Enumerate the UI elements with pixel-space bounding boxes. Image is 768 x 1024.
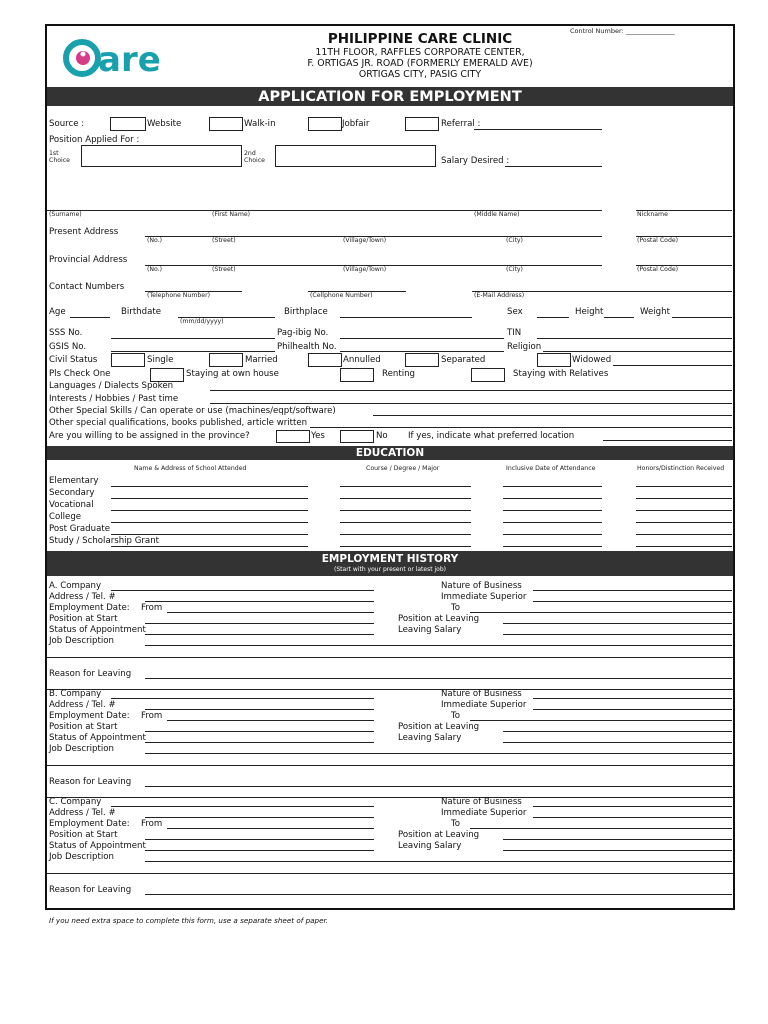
- position-start-line[interactable]: [145, 623, 374, 624]
- employment-subtitle: (Start with your present or latest job): [334, 566, 446, 573]
- position-start-label: Position at Start: [49, 722, 118, 732]
- nature-label: Nature of Business: [441, 581, 522, 591]
- status-label: Status of Appointment: [49, 625, 146, 635]
- referral-line[interactable]: [474, 129, 602, 130]
- email-caption: (E-Mail Address): [474, 292, 525, 299]
- superior-label: Immediate Superior: [441, 592, 527, 602]
- status-line[interactable]: [145, 742, 374, 743]
- edu-line[interactable]: [636, 546, 732, 547]
- civil-single-checkbox[interactable]: [111, 353, 145, 367]
- superior-line[interactable]: [533, 601, 732, 602]
- religion-label: Religion: [507, 342, 542, 352]
- pagibig-label: Pag-ibig No.: [277, 328, 329, 338]
- edu-line[interactable]: [503, 522, 602, 523]
- edu-line[interactable]: [111, 522, 308, 523]
- sss-label: SSS No.: [49, 328, 83, 338]
- section-divider: [47, 797, 733, 798]
- age-label: Age: [49, 307, 66, 317]
- source-website-label: Website: [147, 119, 182, 129]
- footer-note: If you need extra space to complete this form, use a separate sheet of paper.: [49, 916, 329, 925]
- edu-line[interactable]: [636, 522, 732, 523]
- employment-bar: [47, 551, 733, 576]
- provincial-village-caption: (Village/Town): [343, 266, 387, 273]
- position-start-line[interactable]: [145, 731, 374, 732]
- clinic-address-line2: F. ORTIGAS JR. ROAD (FORMERLY EMERALD AVE): [307, 58, 533, 69]
- present-no-caption: (No.): [147, 237, 163, 244]
- skills-label: Other Special Skills / Can operate or use (machines/eqpt/software): [49, 406, 336, 416]
- source-walkin-checkbox[interactable]: [209, 117, 243, 131]
- provincial-address-label: Provincial Address: [49, 255, 128, 265]
- company-line[interactable]: [111, 806, 374, 807]
- position-start-line[interactable]: [145, 839, 374, 840]
- address-tel-label: Address / Tel. #: [49, 592, 116, 602]
- philhealth-label: Philhealth No.: [277, 342, 337, 352]
- company-label: C. Company: [49, 797, 102, 807]
- leaving-salary-line[interactable]: [503, 742, 732, 743]
- province-no-label: No: [376, 431, 388, 441]
- middle-name-caption: (Middle Name): [474, 211, 520, 218]
- reason-line[interactable]: [145, 894, 732, 895]
- leaving-salary-label: Leaving Salary: [398, 841, 462, 851]
- address-tel-line[interactable]: [145, 601, 374, 602]
- edu-line[interactable]: [340, 486, 471, 487]
- languages-line[interactable]: [210, 390, 732, 391]
- form-title: APPLICATION FOR EMPLOYMENT: [258, 89, 522, 105]
- source-label: Source :: [49, 119, 85, 129]
- address-tel-label: Address / Tel. #: [49, 808, 116, 818]
- tin-label: TIN: [507, 328, 522, 338]
- contact-numbers-label: Contact Numbers: [49, 282, 125, 292]
- sex-label: Sex: [507, 307, 523, 317]
- leaving-salary-line[interactable]: [503, 850, 732, 851]
- second-choice-input[interactable]: [275, 145, 436, 167]
- civil-annulled-checkbox[interactable]: [308, 353, 342, 367]
- birthplace-label: Birthplace: [284, 307, 328, 317]
- province-yes-checkbox[interactable]: [276, 430, 310, 443]
- edu-level-elementary: Elementary: [49, 476, 99, 486]
- first-name-caption: (First Name): [212, 211, 251, 218]
- own-house-label: Staying at own house: [186, 369, 279, 379]
- from-label: From: [141, 603, 163, 613]
- birthdate-label: Birthdate: [121, 307, 162, 317]
- svg-text:are: are: [98, 40, 161, 78]
- sss-line[interactable]: [111, 338, 275, 339]
- section-divider: [47, 765, 733, 766]
- section-divider: [47, 689, 733, 690]
- relatives-label: Staying with Relatives: [513, 369, 609, 379]
- edu-line[interactable]: [503, 534, 602, 535]
- present-postal-caption: (Postal Code): [637, 237, 679, 244]
- edu-col-course: Course / Degree / Major: [366, 465, 440, 472]
- birthdate-format: (mm/dd/yyyy): [180, 318, 224, 325]
- gsis-line[interactable]: [111, 351, 275, 352]
- second-choice-label: 2nd Choice: [244, 150, 265, 165]
- sex-line[interactable]: [537, 317, 569, 318]
- employment-date-label: Employment Date:: [49, 711, 130, 721]
- company-line[interactable]: [111, 590, 374, 591]
- education-bar: [47, 446, 733, 460]
- edu-line[interactable]: [636, 498, 732, 499]
- leaving-salary-line[interactable]: [503, 634, 732, 635]
- interests-line[interactable]: [210, 403, 732, 404]
- from-line[interactable]: [167, 828, 374, 829]
- address-tel-label: Address / Tel. #: [49, 700, 116, 710]
- salary-line[interactable]: [505, 166, 602, 167]
- own-house-checkbox[interactable]: [150, 368, 184, 382]
- civil-single-label: Single: [147, 355, 174, 365]
- edu-line[interactable]: [503, 546, 602, 547]
- reason-label: Reason for Leaving: [49, 885, 132, 895]
- edu-level-vocational: Vocational: [49, 500, 94, 510]
- title-bar: [47, 87, 733, 106]
- edu-line[interactable]: [111, 498, 308, 499]
- position-leaving-label: Position at Leaving: [398, 830, 480, 840]
- edu-line[interactable]: [340, 522, 471, 523]
- height-line[interactable]: [604, 317, 634, 318]
- company-label: B. Company: [49, 689, 102, 699]
- to-line[interactable]: [470, 828, 732, 829]
- civil-married-checkbox[interactable]: [209, 353, 243, 367]
- nickname-caption: Nickname: [637, 211, 668, 218]
- first-choice-label: 1st Choice: [49, 150, 70, 165]
- qualifications-line[interactable]: [310, 427, 732, 428]
- leaving-salary-label: Leaving Salary: [398, 733, 462, 743]
- preferred-location-label: If yes, indicate what preferred location: [408, 431, 575, 441]
- first-choice-input[interactable]: [81, 145, 242, 167]
- status-label: Status of Appointment: [49, 733, 146, 743]
- company-label: A. Company: [49, 581, 102, 591]
- position-leaving-line[interactable]: [503, 623, 732, 624]
- cellphone-caption: (Cellphone Number): [310, 292, 373, 299]
- status-line[interactable]: [145, 850, 374, 851]
- renting-checkbox[interactable]: [340, 368, 374, 382]
- from-line[interactable]: [167, 720, 374, 721]
- edu-col-dates: Inclusive Date of Attendance: [506, 465, 596, 472]
- job-description-label: Job Description: [49, 744, 114, 754]
- edu-line[interactable]: [111, 534, 308, 535]
- nature-line[interactable]: [533, 590, 732, 591]
- leaving-salary-label: Leaving Salary: [398, 625, 462, 635]
- employment-date-label: Employment Date:: [49, 819, 130, 829]
- civil-widowed-checkbox[interactable]: [537, 353, 571, 367]
- surname-caption: (Surname): [49, 211, 82, 218]
- position-label: Position Applied For :: [49, 135, 140, 145]
- clinic-address-line1: 11TH FLOOR, RAFFLES CORPORATE CENTER,: [315, 47, 525, 58]
- edu-level-secondary: Secondary: [49, 488, 95, 498]
- to-label: To: [451, 711, 461, 721]
- civil-married-label: Married: [245, 355, 278, 365]
- from-line[interactable]: [167, 612, 374, 613]
- nature-line[interactable]: [533, 806, 732, 807]
- pls-check-one-label: Pls Check One: [49, 369, 111, 379]
- reason-label: Reason for Leaving: [49, 669, 132, 679]
- skills-line[interactable]: [373, 415, 732, 416]
- province-question: Are you willing to be assigned in the province?: [49, 431, 250, 441]
- address-tel-line[interactable]: [145, 817, 374, 818]
- civil-separated-label: Separated: [441, 355, 486, 365]
- telephone-caption: (Telephone Number): [147, 292, 211, 299]
- position-start-label: Position at Start: [49, 830, 118, 840]
- job-description-label: Job Description: [49, 636, 114, 646]
- position-leaving-label: Position at Leaving: [398, 614, 480, 624]
- nature-line[interactable]: [533, 698, 732, 699]
- superior-label: Immediate Superior: [441, 700, 527, 710]
- languages-label: Languages / Dialects Spoken: [49, 381, 174, 391]
- present-village-caption: (Village/Town): [343, 237, 387, 244]
- salary-label: Salary Desired :: [441, 156, 510, 166]
- job-description-line[interactable]: [145, 861, 732, 862]
- edu-line[interactable]: [503, 498, 602, 499]
- from-label: From: [141, 711, 163, 721]
- source-jobfair-checkbox[interactable]: [308, 117, 342, 131]
- care-logo: [62, 38, 192, 78]
- reason-line[interactable]: [145, 786, 732, 787]
- height-label: Height: [575, 307, 604, 317]
- superior-line[interactable]: [533, 709, 732, 710]
- religion-line[interactable]: [543, 351, 732, 352]
- edu-line[interactable]: [111, 510, 308, 511]
- age-line[interactable]: [70, 317, 110, 318]
- province-no-checkbox[interactable]: [340, 430, 374, 443]
- provincial-postal-caption: (Postal Code): [637, 266, 679, 273]
- source-jobfair-label: Jobfair: [342, 119, 370, 129]
- pagibig-line[interactable]: [340, 338, 504, 339]
- to-label: To: [451, 819, 461, 829]
- source-website-checkbox[interactable]: [110, 117, 146, 131]
- company-line[interactable]: [111, 698, 374, 699]
- interests-label: Interests / Hobbies / Past time: [49, 394, 179, 404]
- care-logo-mark: [62, 38, 192, 78]
- position-start-label: Position at Start: [49, 614, 118, 624]
- edu-line[interactable]: [340, 534, 471, 535]
- edu-line[interactable]: [636, 534, 732, 535]
- provincial-no-caption: (No.): [147, 266, 163, 273]
- provincial-street-caption: (Street): [212, 266, 236, 273]
- control-number-label: Control Number: _______________: [570, 27, 675, 35]
- edu-col-honors: Honors/Distinction Received: [637, 465, 725, 472]
- nature-label: Nature of Business: [441, 797, 522, 807]
- edu-line[interactable]: [503, 510, 602, 511]
- gsis-label: GSIS No.: [49, 342, 87, 352]
- tin-line[interactable]: [537, 338, 732, 339]
- to-label: To: [451, 603, 461, 613]
- to-line[interactable]: [470, 720, 732, 721]
- clinic-address-line3: ORTIGAS CITY, PASIG CITY: [358, 69, 482, 80]
- renting-label: Renting: [382, 369, 415, 379]
- civil-separated-checkbox[interactable]: [405, 353, 439, 367]
- edu-line[interactable]: [636, 510, 732, 511]
- civil-status-label: Civil Status: [49, 355, 98, 365]
- civil-annulled-label: Annulled: [343, 355, 381, 365]
- reason-line[interactable]: [145, 678, 732, 679]
- edu-line[interactable]: [340, 510, 471, 511]
- address-tel-line[interactable]: [145, 709, 374, 710]
- edu-line[interactable]: [340, 546, 471, 547]
- clinic-name: PHILIPPINE CARE CLINIC: [327, 31, 513, 47]
- source-referral-label: Referral :: [441, 119, 481, 129]
- nature-label: Nature of Business: [441, 689, 522, 699]
- reason-label: Reason for Leaving: [49, 777, 132, 787]
- edu-line[interactable]: [340, 498, 471, 499]
- employment-date-label: Employment Date:: [49, 603, 130, 613]
- edu-level-college: College: [49, 512, 82, 522]
- edu-col-school: Name & Address of School Attended: [134, 465, 247, 472]
- status-label: Status of Appointment: [49, 841, 146, 851]
- position-leaving-line[interactable]: [503, 839, 732, 840]
- preferred-location-line[interactable]: [603, 440, 732, 441]
- widowed-line: [613, 365, 732, 366]
- edu-line[interactable]: [111, 486, 308, 487]
- present-address-label: Present Address: [49, 227, 119, 237]
- education-title: EDUCATION: [355, 447, 425, 459]
- superior-line[interactable]: [533, 817, 732, 818]
- position-leaving-label: Position at Leaving: [398, 722, 480, 732]
- relatives-checkbox[interactable]: [471, 368, 505, 382]
- birthplace-line[interactable]: [340, 317, 472, 318]
- edu-level-scholarship: Study / Scholarship Grant: [49, 536, 160, 546]
- employment-title: EMPLOYMENT HISTORY: [321, 553, 459, 565]
- job-description-line[interactable]: [145, 753, 732, 754]
- present-city-caption: (City): [506, 237, 523, 244]
- edu-line[interactable]: [111, 546, 308, 547]
- source-walkin-label: Walk-in: [244, 119, 276, 129]
- section-divider: [47, 873, 733, 874]
- weight-label: Weight: [640, 307, 670, 317]
- from-label: From: [141, 819, 163, 829]
- source-referral-checkbox[interactable]: [405, 117, 439, 131]
- job-description-label: Job Description: [49, 852, 114, 862]
- job-description-line[interactable]: [145, 645, 732, 646]
- weight-line[interactable]: [672, 317, 732, 318]
- present-street-caption: (Street): [212, 237, 236, 244]
- edu-level-postgraduate: Post Graduate: [49, 524, 110, 534]
- superior-label: Immediate Superior: [441, 808, 527, 818]
- qualifications-label: Other special qualifications, books published, article written: [49, 418, 308, 428]
- province-yes-label: Yes: [311, 431, 325, 441]
- edu-line[interactable]: [503, 486, 602, 487]
- section-divider: [47, 657, 733, 658]
- civil-widowed-label: Widowed: [572, 355, 612, 365]
- to-line[interactable]: [470, 612, 732, 613]
- edu-line[interactable]: [636, 486, 732, 487]
- status-line[interactable]: [145, 634, 374, 635]
- philhealth-line[interactable]: [340, 351, 504, 352]
- provincial-city-caption: (City): [506, 266, 523, 273]
- position-leaving-line[interactable]: [503, 731, 732, 732]
